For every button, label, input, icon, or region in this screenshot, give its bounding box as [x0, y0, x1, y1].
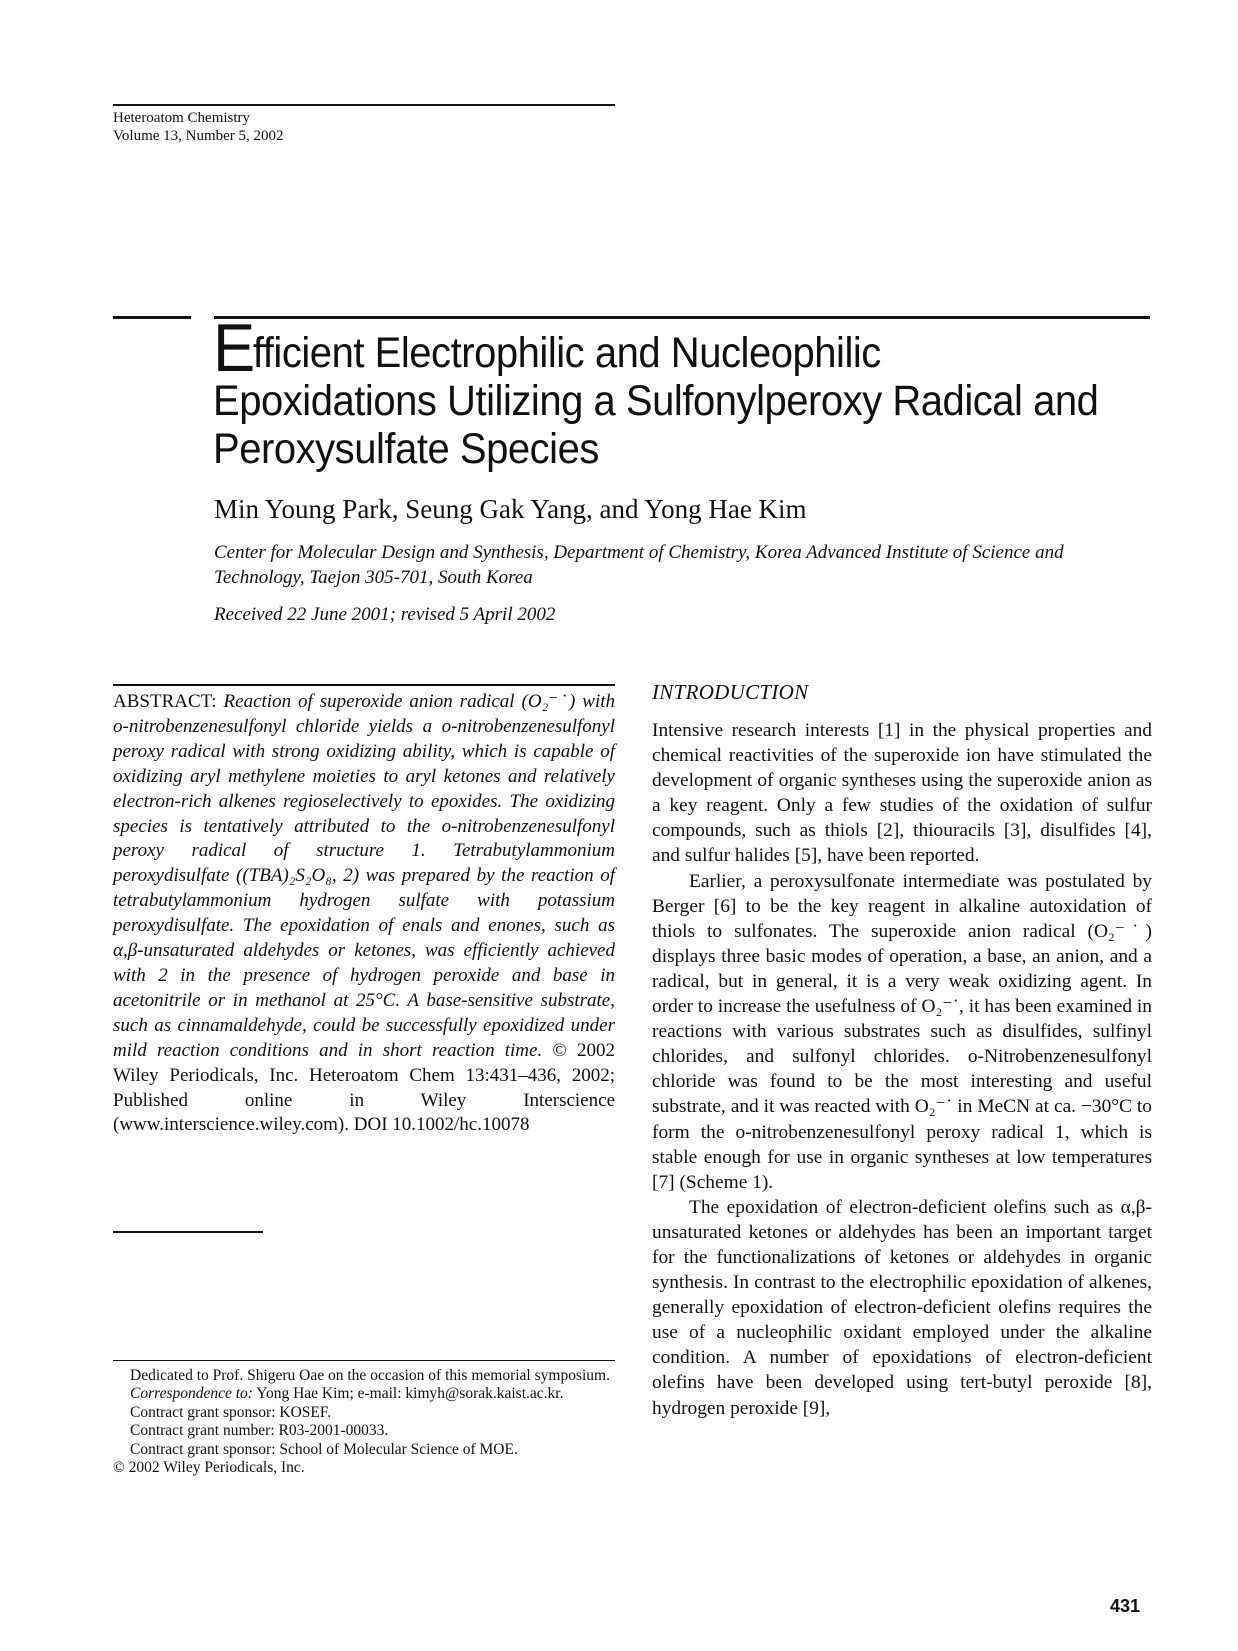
- page-number: 431: [1110, 1596, 1141, 1616]
- title-text: fficient Electrophilic and Nucleophilic Epoxidations Utilizing a Sulfonylperoxy Radical and Peroxysulfate Species: [213, 329, 1099, 473]
- title-drop-cap: E: [213, 310, 255, 386]
- introduction-body: [652, 718, 1152, 1421]
- abstract-body: Reaction of superoxide anion radical (O₂⁻˙) with o-nitrobenzenesulfonyl chloride yields a o-nitrobenzenesulfonyl peroxy radical with strong oxidizing ability, which is capable of oxidizing aryl methylene moieties to aryl ketones and relatively electron-rich alkenes regioselectively to epoxides. The oxidizing species is tentatively attributed to the o-nitrobenzenesulfonyl peroxy radical of structure 1. Tetrabutylammonium peroxydisulfate ((TBA)₂S₂O₈, 2) was prepared by the reaction of tetrabutylammonium hydrogen sulfate with potassium peroxydisulfate. The epoxidation of enals and enones, such as α,β-unsaturated aldehydes or ketones, was efficiently achieved with 2 in the presence of hydrogen peroxide and base in acetonitrile or in methanol at 25°C. A base-sensitive substrate, such as cinnamaldehyde, could be successfully epoxidized under mild reaction conditions and in short reaction time.: [113, 691, 615, 1061]
- footnote-sponsor-2: Contract grant sponsor: School of Molecular Science of MOE.: [130, 1440, 518, 1458]
- intro-paragraph-1: Intensive research interests [1] in the physical properties and chemical reactivities of the superoxide ion have stimulated the development of organic syntheses using the superoxide anion as a key reagent. Only a few studies of the oxidation of sulfur compounds, such as thiols [2], thiouracils [3], disulfides [4], and sulfur halides [5], have been reported.: [652, 720, 1152, 867]
- footnotes: [113, 1367, 615, 1477]
- abstract: [113, 690, 615, 1138]
- journal-header: [113, 109, 284, 145]
- abstract-citation: © 2002 Wiley Periodicals, Inc. Heteroatom Chem 13:431–436, 2002; Published online in Wiley Interscience (www.interscience.wiley.com). DOI 10.1002/hc.10078: [113, 1039, 616, 1136]
- abstract-label: ABSTRACT:: [113, 691, 217, 712]
- intro-paragraph-3: The epoxidation of electron-deficient olefins such as α,β-unsaturated ketones or aldehydes has been an important target for the functionalizations of ketones or aldehydes in organic synthesis. In contrast to the electrophilic epoxidation of alkenes, generally epoxidation of electron-deficient olefins requires the use of a nucleophilic oxidant employed under the alkaline condition. A number of epoxidations of electron-deficient olefins have been developed using tert-butyl peroxide [8], hydrogen peroxide [9],: [652, 1196, 1152, 1419]
- journal-name: Heteroatom Chemistry: [113, 110, 251, 126]
- affiliation: Center for Molecular Design and Synthesis, Department of Chemistry, Korea Advanced Institute of Science and Technology, Taejon 305-701, South Korea: [214, 542, 1064, 588]
- authors: Min Young Park, Seung Gak Yang, and Yong Hae Kim: [214, 494, 807, 524]
- footnote-rule: [113, 1360, 615, 1361]
- footnote-sponsor-1: Contract grant sponsor: KOSEF.: [130, 1403, 332, 1421]
- footnote-copyright: © 2002 Wiley Periodicals, Inc.: [113, 1459, 305, 1477]
- journal-volume: Volume 13, Number 5, 2002: [113, 128, 284, 144]
- title-rule-left: [113, 316, 191, 319]
- footnote-dedication: Dedicated to Prof. Shigeru Oae on the occasion of this memorial symposium.: [130, 1367, 610, 1384]
- journal-header-rule: [113, 104, 615, 106]
- abstract-end-rule: [113, 1231, 263, 1233]
- correspondence-text: Yong Hae Kim; e-mail: kimyh@sorak.kaist.ac.kr.: [256, 1385, 564, 1403]
- received-dates: Received 22 June 2001; revised 5 April 2002: [214, 604, 556, 625]
- title-rule-right: [214, 316, 1150, 319]
- article-title: [213, 310, 1106, 473]
- abstract-rule: [113, 684, 615, 686]
- introduction-heading: INTRODUCTION: [652, 680, 809, 704]
- footnote-grant-number: Contract grant number: R03-2001-00033.: [130, 1422, 389, 1440]
- intro-paragraph-2: Earlier, a peroxysulfonate intermediate was postulated by Berger [6] to be the key reagent in alkaline autoxidation of thiols to sulfonates. The superoxide anion radical (O₂⁻˙) displays three basic modes of operation, a base, an anion, and a radical, but in general, it is a very weak oxidizing agent. In order to increase the usefulness of O₂⁻˙, it has been examined in reactions with various substrates such as disulfides, sulfinyl chlorides, and sulfonyl chlorides. o-Nitrobenzenesulfonyl chloride was found to be the most interesting and useful substrate, and it was reacted with O₂⁻˙ in MeCN at ca. −30°C to form the o-nitrobenzenesulfonyl peroxy radical 1, which is stable enough for use in organic syntheses at low temperatures [7] (Scheme 1).: [652, 870, 1152, 1193]
- correspondence-label: Correspondence to:: [130, 1385, 253, 1403]
- footnote-correspondence: [113, 1385, 615, 1403]
